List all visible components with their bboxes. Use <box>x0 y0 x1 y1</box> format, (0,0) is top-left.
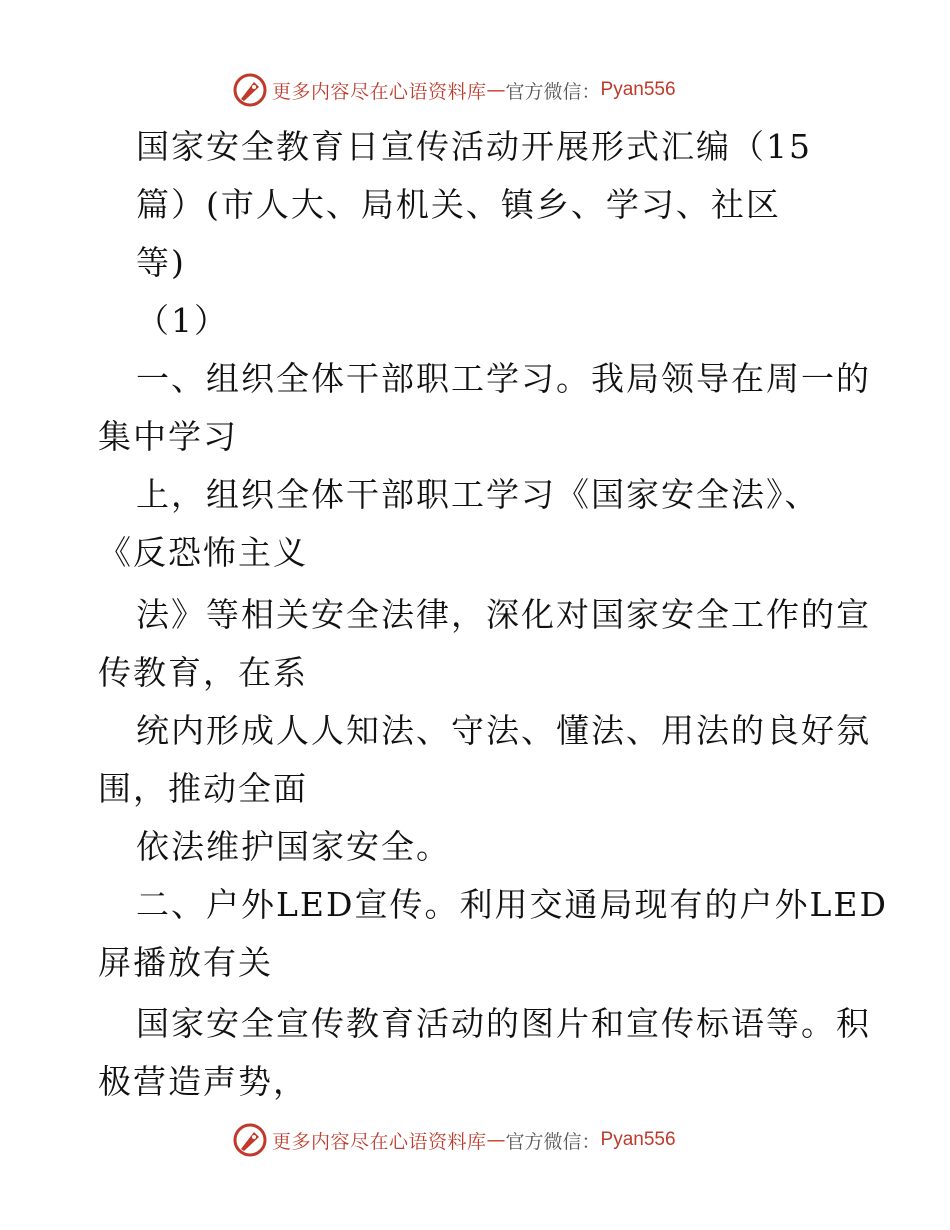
banner-wechat-id: Pyan556 <box>600 79 676 100</box>
paragraph-line: 传教育，在系 <box>98 653 308 692</box>
pen-nib-logo-icon <box>232 1122 268 1158</box>
paragraph-line: 依法维护国家安全。 <box>136 827 451 866</box>
section-number: （1） <box>136 301 229 340</box>
paragraph-line: 国家安全宣传教育活动的图片和宣传标语等。积 <box>136 1004 871 1043</box>
paragraph-line: 统内形成人人知法、守法、懂法、用法的良好氛 <box>136 711 871 750</box>
paragraph-line: 二、户外LED宣传。利用交通局现有的户外LED <box>136 885 888 924</box>
banner-wechat-id: Pyan556 <box>600 1129 676 1150</box>
banner-dash: — <box>486 1129 506 1151</box>
document-title-line-2: 篇）(市人大、局机关、镇乡、学习、社区 <box>136 185 781 224</box>
paragraph-line: 极营造声势， <box>98 1062 308 1101</box>
header-banner <box>232 70 676 110</box>
paragraph-line: 集中学习 <box>98 417 238 456</box>
footer-banner <box>232 1120 676 1160</box>
banner-wechat-label: 官方微信： <box>505 80 601 103</box>
paragraph-line: 屏播放有关 <box>98 943 273 982</box>
paragraph-line: 法》等相关安全法律，深化对国家安全工作的宣 <box>136 595 871 634</box>
document-title-line-1: 国家安全教育日宣传活动开展形式汇编（15 <box>136 127 812 166</box>
banner-wechat-label: 官方微信： <box>505 1130 601 1153</box>
banner-site-name: 更多内容尽在心语资料库 <box>272 1130 487 1153</box>
pen-nib-logo-icon <box>232 72 268 108</box>
banner-site-name: 更多内容尽在心语资料库 <box>272 80 487 103</box>
banner-dash: — <box>486 79 506 101</box>
paragraph-line: 《反恐怖主义 <box>98 533 308 572</box>
paragraph-line: 上，组织全体干部职工学习《国家安全法》、 <box>136 475 820 514</box>
paragraph-line: 一、组织全体干部职工学习。我局领导在周一的 <box>136 359 871 398</box>
document-title-line-3: 等) <box>136 243 186 282</box>
paragraph-line: 围，推动全面 <box>98 769 308 808</box>
